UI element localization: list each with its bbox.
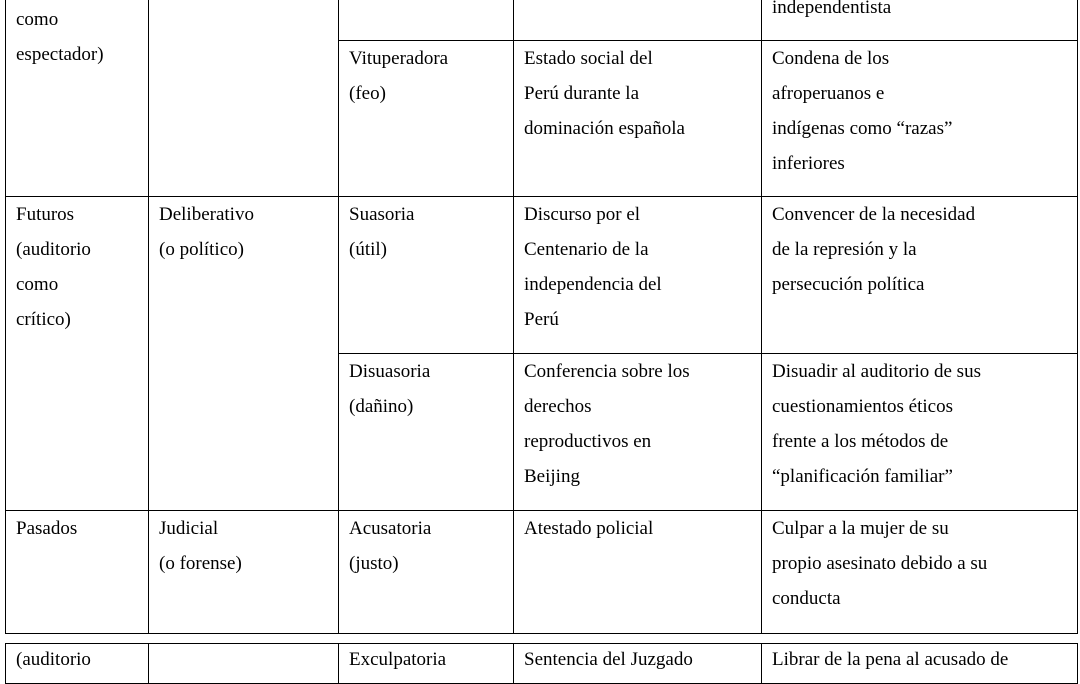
cell-ejemplo [514,354,762,511]
cell-line: Atestado policial [524,518,654,539]
cell-line: “planificación familiar” [772,466,953,487]
cell-line: (auditorio [16,239,91,260]
cell-line: Culpar a la mujer de su [772,518,949,539]
cell-line: Estado social del [524,48,653,69]
cell-line: Disuasoria [349,361,431,382]
cell-genero [149,0,339,197]
cell-especie [339,644,514,684]
cell-line: Convencer de la necesidad [772,204,976,225]
cell-line: Judicial [159,518,219,539]
cell-line: Acusatoria [349,518,432,539]
cell-line: Pasados [16,518,78,539]
cell-finalidad [762,0,1078,41]
cell-line: Discurso por el [524,204,641,225]
cell-especie [339,197,514,354]
cell-line: Sentencia del Juzgado [524,649,693,670]
cell-ejemplo [514,41,762,197]
cell-line: (útil) [349,239,387,260]
cell-line: Centenario de la [524,239,649,260]
cell-line: Conferencia sobre los [524,361,690,382]
cell-tiempo [6,0,149,197]
cell-ejemplo [514,511,762,634]
cell-line: (dañino) [349,396,414,417]
cell-line: como [16,274,59,295]
cell-line: indígenas como “razas” [772,118,953,139]
cell-line: derechos [524,396,592,417]
cell-line: persecución política [772,274,925,295]
cell-line: (auditorio [16,649,91,670]
cell-line: espectador) [16,44,104,65]
table-row [6,0,1078,41]
cell-line: Suasoria [349,204,415,225]
cell-line: conducta [772,588,841,609]
table-row [6,511,1078,634]
cell-ejemplo [514,644,762,684]
cell-finalidad [762,644,1078,684]
cell-tiempo [6,511,149,634]
cell-line: de la represión y la [772,239,917,260]
cell-line: independencia del [524,274,662,295]
cell-genero [149,197,339,511]
cell-tiempo [6,197,149,511]
cell-line: cuestionamientos éticos [772,396,953,417]
cell-line: como [16,9,59,30]
cell-line: (feo) [349,83,386,104]
cell-line: afroperuanos e [772,83,885,104]
cell-line: inferiores [772,153,845,174]
cell-line: (o forense) [159,553,242,574]
cell-line: Deliberativo [159,204,254,225]
cell-genero [149,644,339,684]
cell-line: reproductivos en [524,431,652,452]
cell-ejemplo [514,0,762,41]
cell-line: Futuros [16,204,75,225]
cell-line: frente a los métodos de [772,431,949,452]
cell-line: independentista [772,0,892,18]
cell-line: Perú [524,309,559,330]
cell-finalidad [762,511,1078,634]
cell-especie [339,354,514,511]
cell-line: Exculpatoria [349,649,447,670]
cell-especie [339,511,514,634]
cell-line: (o político) [159,239,244,260]
cell-line: (justo) [349,553,399,574]
cell-line: Disuadir al auditorio de sus [772,361,981,382]
cell-especie [339,41,514,197]
cell-line: crítico) [16,309,71,330]
cell-finalidad [762,197,1078,354]
cell-genero [149,511,339,634]
rhetoric-table-bottom [5,643,1078,684]
cell-line: Perú durante la [524,83,640,104]
cell-tiempo [6,644,149,684]
cell-finalidad [762,41,1078,197]
rhetoric-table-top [5,0,1078,634]
cell-line: propio asesinato debido a su [772,553,988,574]
cell-ejemplo [514,197,762,354]
cell-line: dominación española [524,118,685,139]
cell-line: Librar de la pena al acusado de [772,649,1009,670]
cell-finalidad [762,354,1078,511]
table-row [6,644,1078,684]
cell-especie [339,0,514,41]
table-row [6,197,1078,354]
cell-line: Beijing [524,466,580,487]
cell-line: Condena de los [772,48,890,69]
cell-line: Vituperadora [349,48,449,69]
